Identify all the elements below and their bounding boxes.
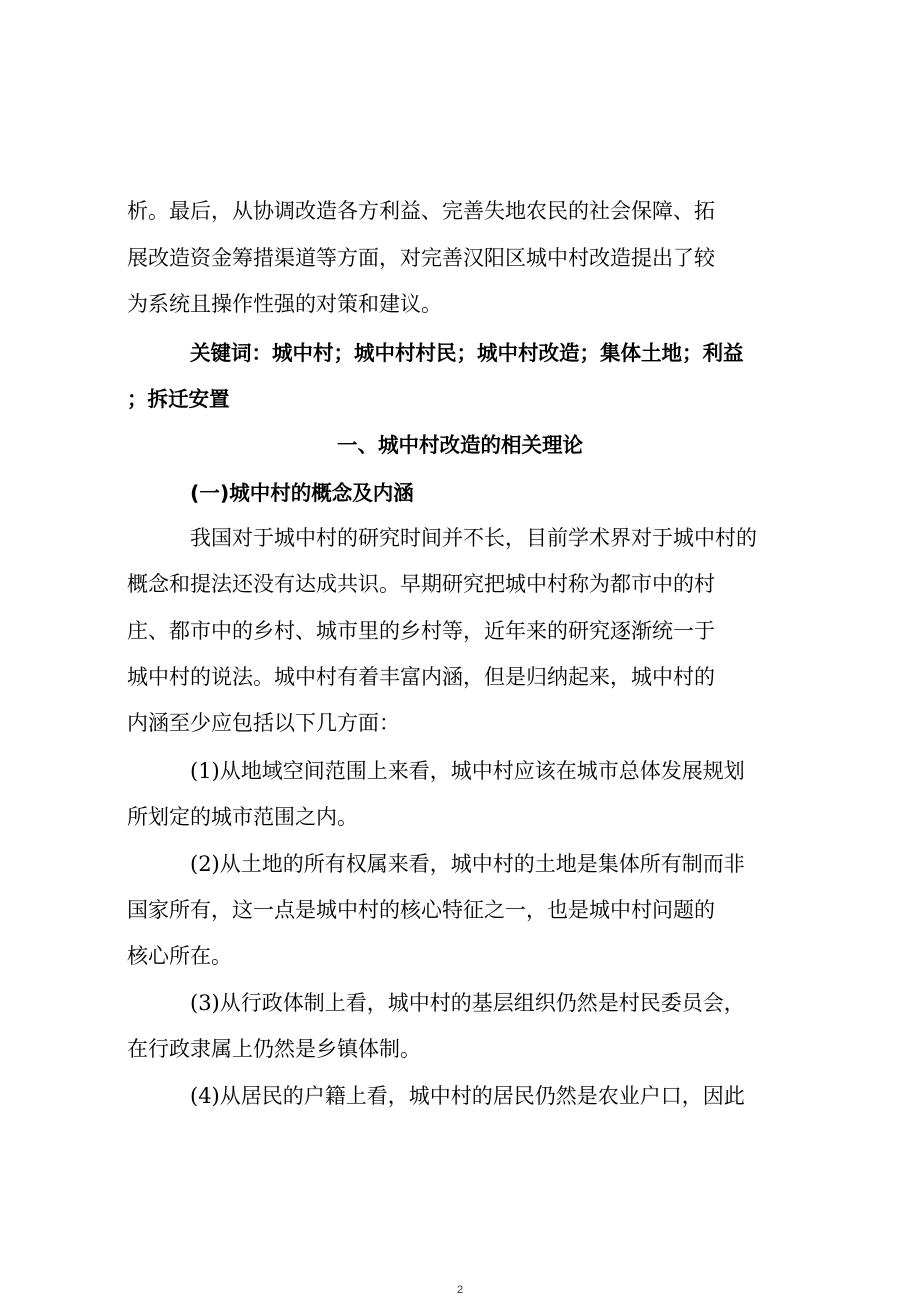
intro-line-3: 庄、都市中的乡村、城市里的乡村等，近年来的研究逐渐统一于: [127, 619, 715, 643]
point-2-line-2: 国家所有，这一点是城中村的核心特征之一，也是城中村问题的: [127, 898, 715, 922]
section-heading: 一、城中村改造的相关理论: [337, 433, 583, 457]
abstract-line-1: 析。最后，从协调改造各方利益、完善失地农民的社会保障、拓: [127, 199, 715, 223]
intro-line-5: 内涵至少应包括以下几方面：: [127, 711, 400, 735]
point-2-line-1: (2)从土地的所有权属来看，城中村的土地是集体所有制而非: [190, 852, 745, 876]
point-3-line-1: (3)从行政体制上看，城中村的基层组织仍然是村民委员会，: [190, 991, 745, 1015]
point-3-line-2: 在行政隶属上仍然是乡镇体制。: [127, 1037, 421, 1061]
intro-line-1: 我国对于城中村的研究时间并不长，目前学术界对于城中村的: [190, 526, 757, 550]
point-1-line-2: 所划定的城市范围之内。: [127, 805, 358, 829]
intro-line-2: 概念和提法还没有达成共识。早期研究把城中村称为都市中的村: [127, 572, 715, 596]
point-2-line-3: 核心所在。: [127, 944, 232, 968]
point-1-line-1: (1)从地域空间范围上来看，城中村应该在城市总体发展规划: [190, 759, 745, 783]
keywords-line-2: ；拆迁安置: [127, 387, 230, 411]
section-subheading: (一)城中村的概念及内涵: [190, 481, 414, 505]
intro-line-4: 城中村的说法。城中村有着丰富内涵，但是归纳起来，城中村的: [127, 665, 715, 689]
point-4-line-1: (4)从居民的户籍上看，城中村的居民仍然是农业户口，因此: [190, 1084, 745, 1108]
page-number: 2: [456, 1284, 464, 1296]
abstract-line-3: 为系统且操作性强的对策和建议。: [127, 292, 442, 316]
abstract-line-2: 展改造资金筹措渠道等方面，对完善汉阳区城中村改造提出了较: [127, 246, 715, 270]
keywords-line-1: 关键词：城中村；城中村村民；城中村改造；集体土地；利益: [190, 341, 744, 365]
